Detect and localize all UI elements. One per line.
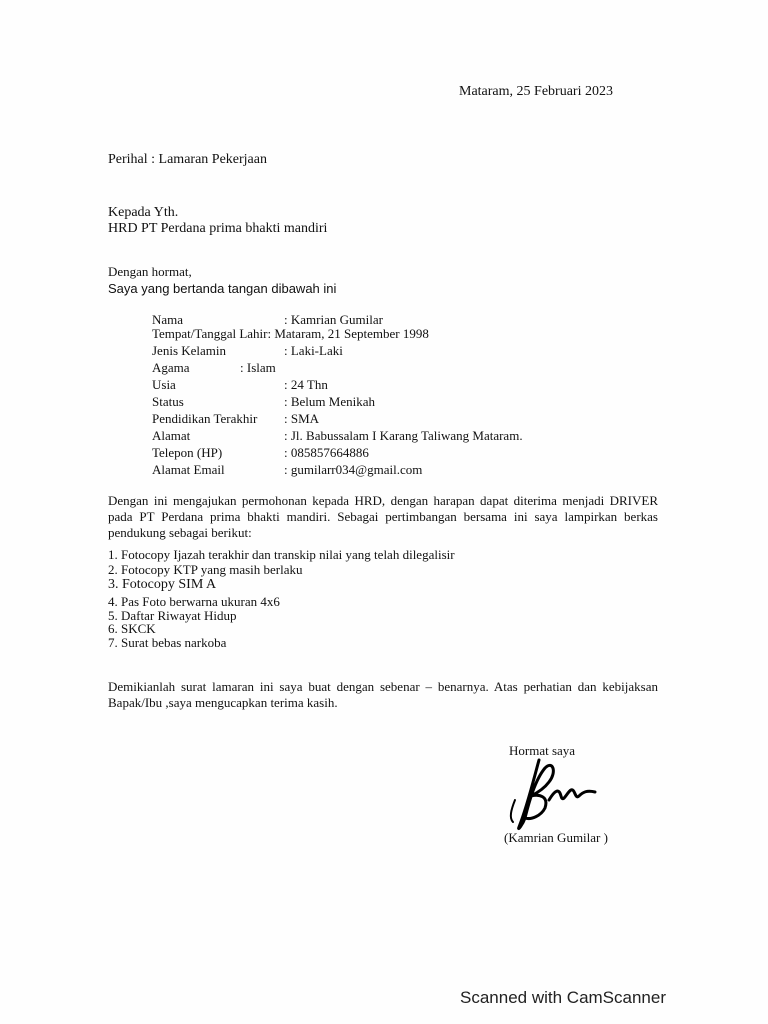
intro-line: Saya yang bertanda tangan dibawah ini [108,281,337,296]
body-paragraph: Dengan ini mengajukan permohonan kepada HRD, dengan harapan dapat diterima menjadi DRIVER pada PT Perdana prima bhakti mandiri. Sebagai pertimbangan bersama ini saya lampirkan berkas pendukung sebagai berikut: [108,493,658,540]
attachment-item: 1. Fotocopy Ijazah terakhir dan transkip nilai yang telah dilegalisir [108,547,455,562]
attachment-item: 3. Fotocopy SIM A [108,577,217,592]
letter-subject: Perihal : Lamaran Pekerjaan [108,152,267,167]
phone-value: : 085857664886 [284,445,369,460]
address-value: : Jl. Babussalam I Karang Taliwang Mataram. [284,428,523,443]
education-label: Pendidikan Terakhir [152,411,258,426]
closing-salutation: Hormat saya [509,743,576,758]
status-value: : Belum Menikah [284,394,375,409]
birth-line: Tempat/Tanggal Lahir: Mataram, 21 September 1998 [152,326,429,341]
address-label: Alamat [152,428,191,443]
signature-name: (Kamrian Gumilar ) [504,830,608,845]
handwritten-signature [505,752,600,837]
religion-value: : Islam [240,360,276,375]
age-label: Usia [152,377,176,392]
email-label: Alamat Email [152,462,225,477]
email-value: : gumilarr034@gmail.com [284,462,423,477]
status-label: Status [152,394,184,409]
scanner-watermark: Scanned with CamScanner [460,988,667,1007]
religion-label: Agama [152,360,190,375]
gender-value: : Laki-Laki [284,343,343,358]
attachment-item: 4. Pas Foto berwarna ukuran 4x6 [108,594,280,609]
attachment-item: 2. Fotocopy KTP yang masih berlaku [108,562,303,577]
greeting: Dengan hormat, [108,264,192,279]
name-label: Nama [152,312,184,327]
age-value: : 24 Thn [284,377,328,392]
attachment-item: 6. SKCK [108,621,156,636]
closing-paragraph: Demikianlah surat lamaran ini saya buat dengan sebenar – benarnya. Atas perhatian dan kebijaksan Bapak/Ibu ,saya mengucapkan terima kasih. [108,679,658,710]
name-value: : Kamrian Gumilar [284,312,383,327]
attachment-item: 7. Surat bebas narkoba [108,635,227,650]
gender-label: Jenis Kelamin [152,343,227,358]
education-value: : SMA [284,411,320,426]
recipient-line-1: Kepada Yth. [108,205,179,220]
attachment-item: 5. Daftar Riwayat Hidup [108,608,237,623]
recipient-line-2: HRD PT Perdana prima bhakti mandiri [108,221,328,236]
letter-date: Mataram, 25 Februari 2023 [459,84,613,99]
phone-label: Telepon (HP) [152,445,223,460]
